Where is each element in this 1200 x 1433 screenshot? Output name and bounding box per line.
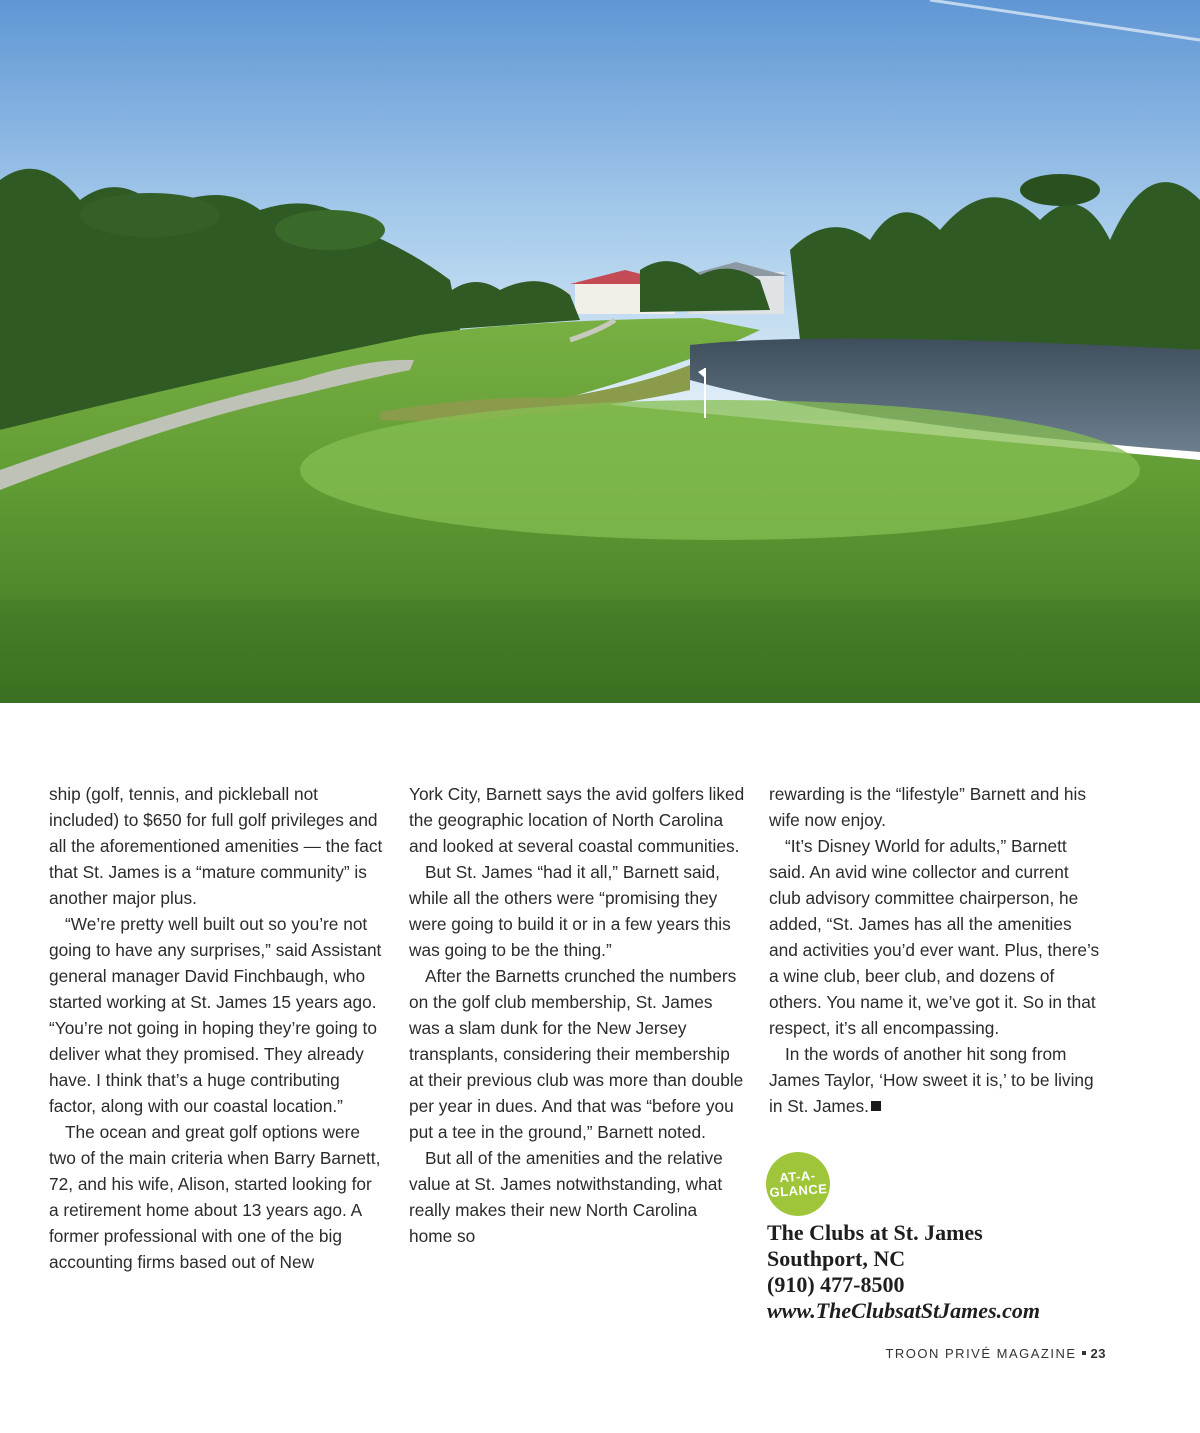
paragraph: After the Barnetts crunched the numbers on the golf club membership, St. James was a slam dunk for the New Jersey transplants, considering their membership at their previous club was more than double per year in dues. And that was “before you put a tee in the ground,” Barnett noted. — [409, 966, 744, 1142]
paragraph: York City, Barnett says the avid golfers liked the geographic location of North Carolina and looked at several coastal communities. — [409, 784, 745, 856]
paragraph: “We’re pretty well built out so you’re not going to have any surprises,” said Assistant general manager David Finchbaugh, who started working at St. James 15 years ago. “You’re not going in hoping they’re going to deliver what they promised. They already have. I think that’s a huge contributing factor, along with our coastal location.” — [49, 914, 382, 1116]
page-number: 23 — [1090, 1346, 1106, 1361]
bullet-icon — [1082, 1351, 1086, 1355]
article-column-1 — [49, 781, 385, 1275]
paragraph: But all of the amenities and the relative value at St. James notwithstanding, what really makes their new North Carolina home so — [409, 1148, 723, 1246]
club-phone: (910) 477-8500 — [767, 1272, 905, 1297]
at-a-glance-badge — [764, 1150, 832, 1218]
end-mark-icon — [871, 1101, 881, 1111]
magazine-name: TROON PRIVÉ MAGAZINE — [885, 1346, 1077, 1361]
closing-text: In the words of another hit song from James Taylor, ‘How sweet it is,’ to be living in St. James. — [769, 1044, 1094, 1116]
paragraph: “It’s Disney World for adults,” Barnett said. An avid wine collector and current club advisory committee chairperson, he added, “St. James has all the amenities and activities you’d ever want. Plus, there’s a wine club, beer club, and dozens of others. You name it, we’ve got it. So in that respect, it’s all encompassing. — [769, 836, 1100, 1038]
badge-line-1: AT-A- — [778, 1167, 817, 1186]
page-footer — [885, 1346, 1106, 1361]
paragraph — [769, 1041, 1105, 1119]
article-column-2 — [409, 781, 745, 1249]
paragraph: The ocean and great golf options were two of the main criteria when Barry Barnett, 72, and his wife, Alison, started looking for a retirement home about 13 years ago. A former professional with one of the big accounting firms based out of New — [49, 1122, 381, 1272]
putting-green — [300, 400, 1140, 540]
paragraph: ship (golf, tennis, and pickleball not included) to $650 for full golf privileges and all the aforementioned amenities — the fact that St. James is a “mature community” is another major plus. — [49, 784, 383, 908]
club-contact-info — [767, 1220, 1187, 1324]
club-name: The Clubs at St. James — [767, 1220, 983, 1245]
badge-line-2: GLANCE — [769, 1180, 828, 1200]
paragraph: rewarding is the “lifestyle” Barnett and his wife now enjoy. — [769, 784, 1086, 830]
club-website: www.TheClubsatStJames.com — [767, 1298, 1041, 1323]
article-column-3 — [769, 781, 1105, 1119]
golf-course-photo — [0, 0, 1200, 703]
club-location: Southport, NC — [767, 1246, 906, 1271]
paragraph: But St. James “had it all,” Barnett said, while all the others were “promising they were going to build it or in a few years this was going to be the thing.” — [409, 862, 731, 960]
